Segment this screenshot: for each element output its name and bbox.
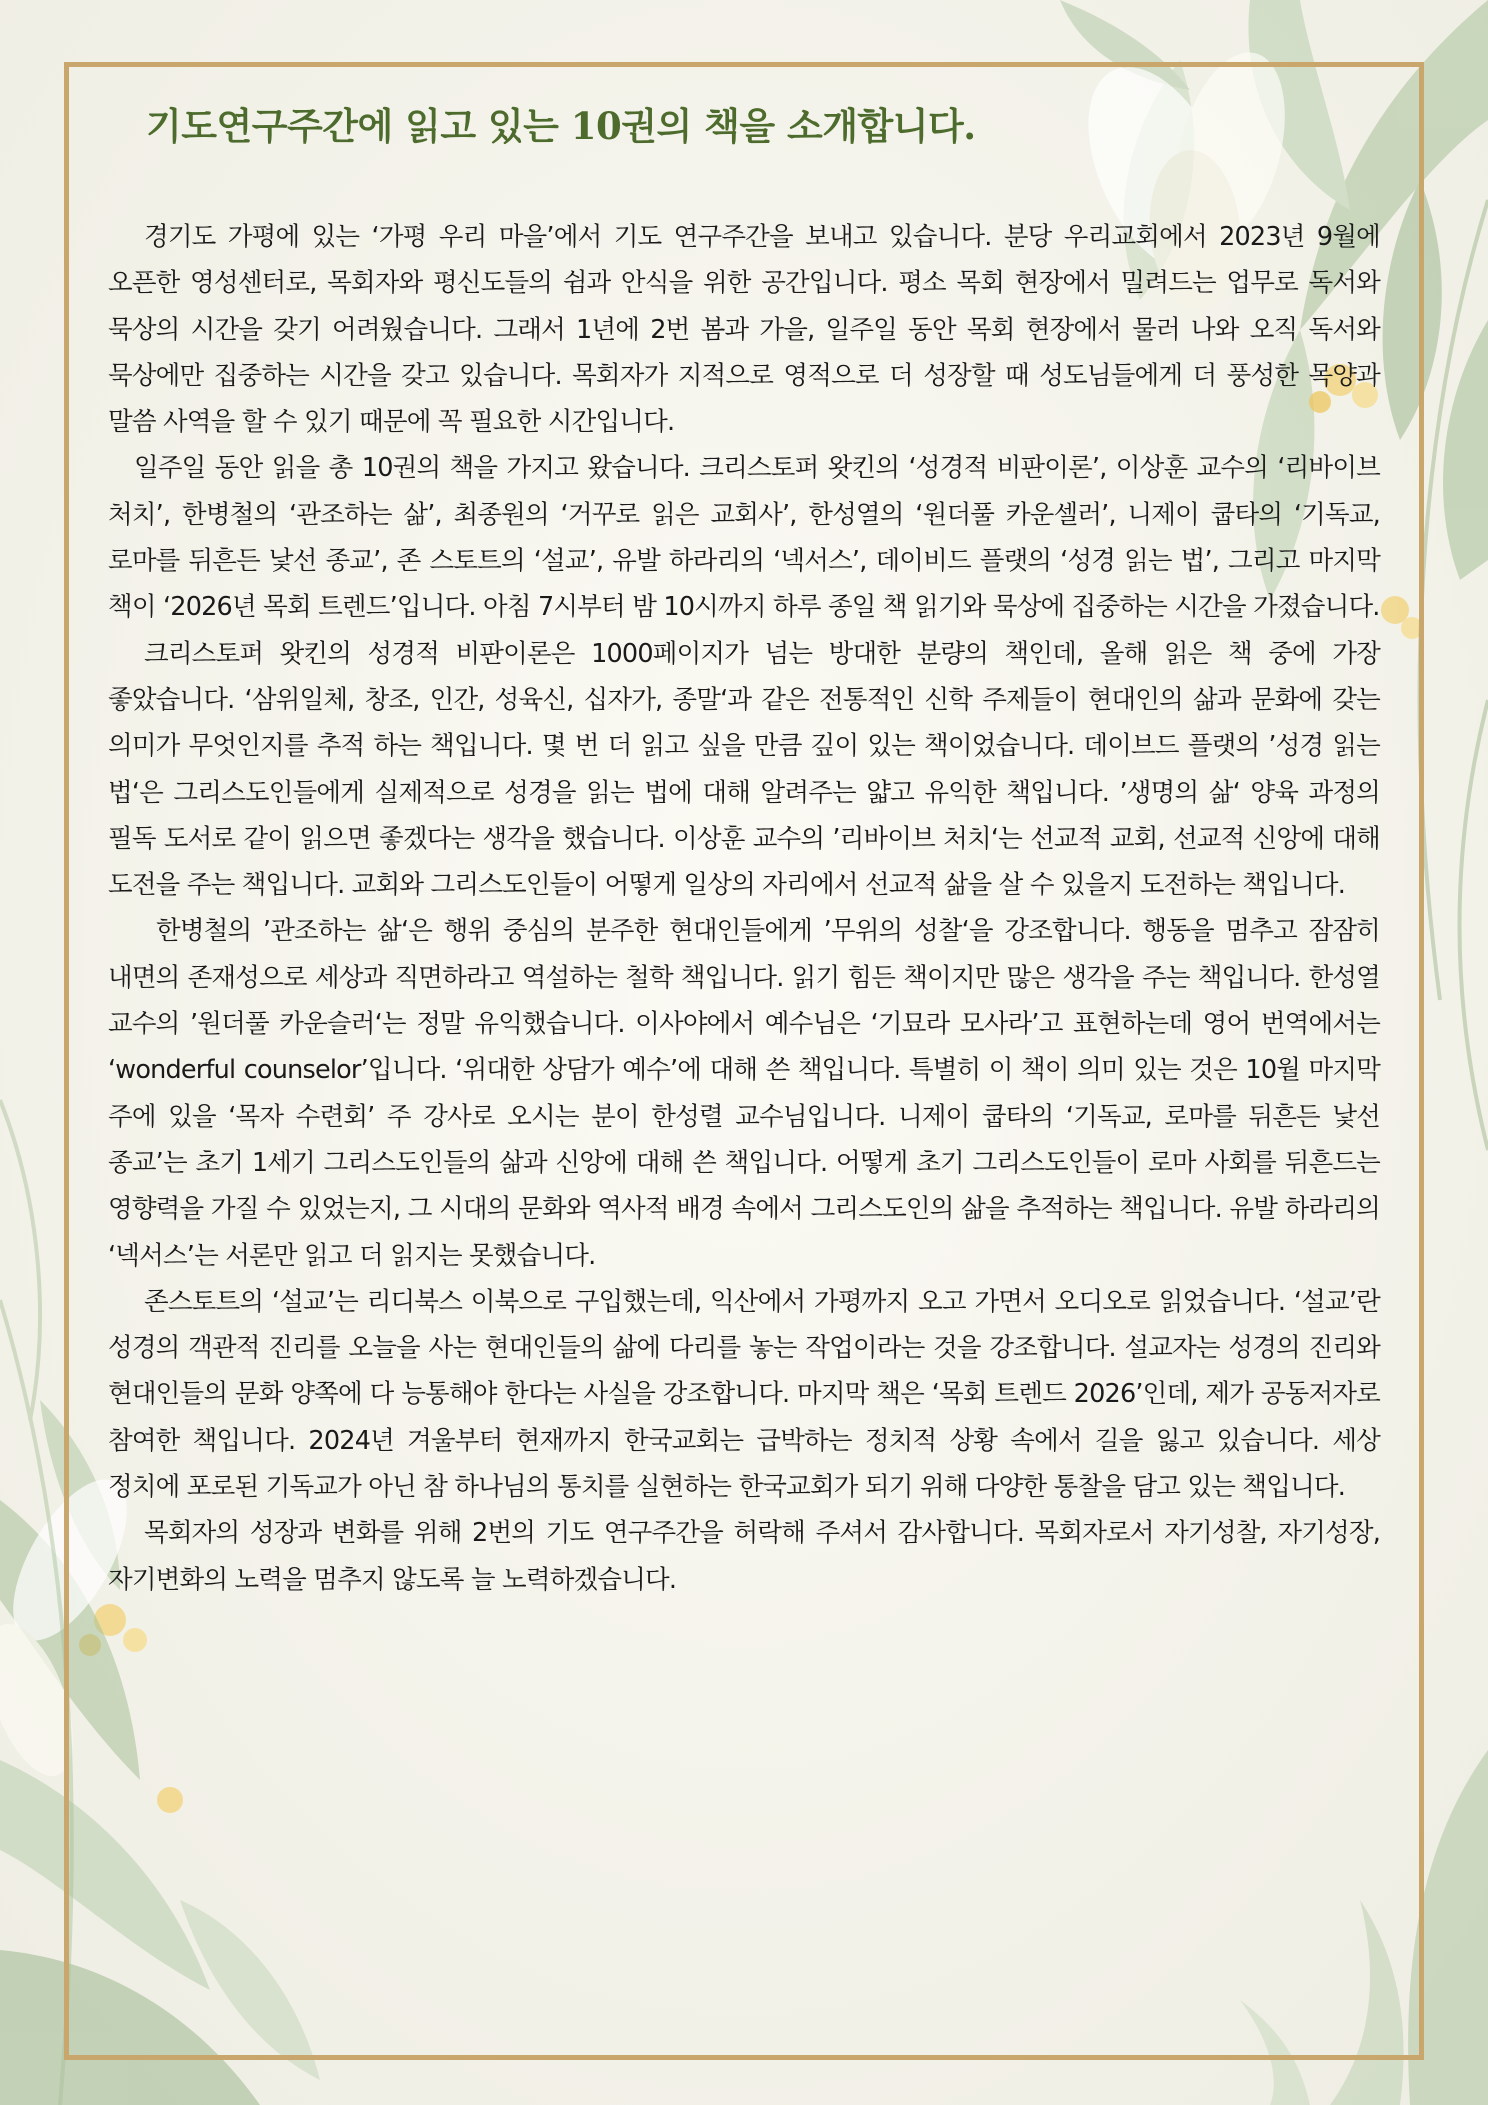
document-content [108,96,1380,1603]
document-body [108,214,1380,1603]
paragraph-stott-trend: 존스토트의 ‘설교’는 리디북스 이북으로 구입했는데, 익산에서 가평까지 오고 가면서 오디오로 읽었습니다. ‘설교’란 성경의 객관적 진리를 오늘을 사는 현대인들의 삶에 다리를 놓는 작업이라는 것을 강조합니다. 설교자는 성경의 진리와 현대인들의 문화 양쪽에 다 능통해야 한다는 사실을 강조합니다. 마지막 책은 ‘목회 트렌드 2026’인데, 제가 공동저자로 참여한 책입니다. 2024년 겨울부터 현재까지 한국교회는 급박하는 정치적 상황 속에서 길을 잃고 있습니다. 세상 정치에 포로된 기독교가 아닌 참 하나님의 통치를 실현하는 한국교회가 되기 위해 다양한 통찰을 담고 있는 책입니다. [108,1286,1380,1503]
page-title: 기도연구주간에 읽고 있는 10권의 책을 소개합니다. [146,104,976,148]
paragraph-book-list: 일주일 동안 읽을 총 10권의 책을 가지고 왔습니다. 크리스토퍼 왓킨의 ‘성경적 비판이론’, 이상훈 교수의 ‘리바이브 처치’, 한병철의 ‘관조하는 삶’, 최종원의 ‘거꾸로 읽은 교회사’, 한성열의 ‘원더풀 카운셀러’, 니제이 쿱타의 ‘기독교, 로마를 뒤흔든 낯선 종교’, 존 스토트의 ‘설교’, 유발 하라리의 ‘넥서스’, 데이비드 플랫의 ‘성경 읽는 법’, 그리고 마지막 책이 ‘2026년 목회 트렌드’입니다. 아침 7시부터 밤 10시까지 하루 종일 책 읽기와 묵상에 집중하는 시간을 가졌습니다. [108,453,1380,623]
paragraph-closing: 목회자의 성장과 변화를 위해 2번의 기도 연구주간을 허락해 주셔서 감사합니다. 목회자로서 자기성찰, 자기성장, 자기변화의 노력을 멈추지 않도록 늘 노력하겠습니다. [108,1518,1380,1595]
paragraph-han-gupta-harari: 한병철의 ’관조하는 삶‘은 행위 중심의 분주한 현대인들에게 ’무위의 성찰‘을 강조합니다. 행동을 멈추고 잠잠히 내면의 존재성으로 세상과 직면하라고 역설하는 철학 책입니다. 읽기 힘든 책이지만 많은 생각을 주는 책입니다. 한성열 교수의 ’원더풀 카운슬러‘는 정말 유익했습니다. 이사야에서 예수님은 ‘기묘라 모사라’고 표현하는데 영어 번역에서는 ‘wonderful counselor’입니다. ‘위대한 상담가 예수’에 대해 쓴 책입니다. 특별히 이 책이 의미 있는 것은 10월 마지막 주에 있을 ‘목자 수련회’ 주 강사로 오시는 분이 한성렬 교수님입니다. 니제이 쿱타의 ‘기독교, 로마를 뒤흔든 낯선 종교’는 초기 1세기 그리스도인들의 삶과 신앙에 대해 쓴 책입니다. 어떻게 초기 그리스도인들이 로마 사회를 뒤흔드는 영향력을 가질 수 있었는지, 그 시대의 문화와 역사적 배경 속에서 그리스도인의 삶을 추적하는 책입니다. 유발 하라리의 ‘넥서스’는 서론만 읽고 더 읽지는 못했습니다. [108,916,1380,1271]
paragraph-watkin-platt-lee: 크리스토퍼 왓킨의 성경적 비판이론은 1000페이지가 넘는 방대한 분량의 책인데, 올해 읽은 책 중에 가장 좋았습니다. ‘삼위일체, 창조, 인간, 성육신, 십자가, 종말‘과 같은 전통적인 신학 주제들이 현대인의 삶과 문화에 갖는 의미가 무엇인지를 추적 하는 책입니다. 몇 번 더 읽고 싶을 만큼 깊이 있는 책이었습니다. 데이브드 플랫의 ’성경 읽는 법‘은 그리스도인들에게 실제적으로 성경을 읽는 법에 대해 알려주는 얇고 유익한 책입니다. ’생명의 삶‘ 양육 과정의 필독 도서로 같이 읽으면 좋겠다는 생각을 했습니다. 이상훈 교수의 ’리바이브 처치‘는 선교적 교회, 선교적 신앙에 대해 도전을 주는 책입니다. 교회와 그리스도인들이 어떻게 일상의 자리에서 선교적 삶을 살 수 있을지 도전하는 책입니다. [108,638,1380,901]
paragraph-intro: 경기도 가평에 있는 ‘가평 우리 마을’에서 기도 연구주간을 보내고 있습니다. 분당 우리교회에서 2023년 9월에 오픈한 영성센터로, 목회자와 평신도들의 쉼과 안식을 위한 공간입니다. 평소 목회 현장에서 밀려드는 업무로 독서와 묵상의 시간을 갖기 어려웠습니다. 그래서 1년에 2번 봄과 가을, 일주일 동안 목회 현장에서 물러 나와 오직 독서와 묵상에만 집중하는 시간을 갖고 있습니다. 목회자가 지적으로 영적으로 더 성장할 때 성도님들에게 더 풍성한 목양과 말씀 사역을 할 수 있기 때문에 꼭 필요한 시간입니다. [108,222,1380,438]
